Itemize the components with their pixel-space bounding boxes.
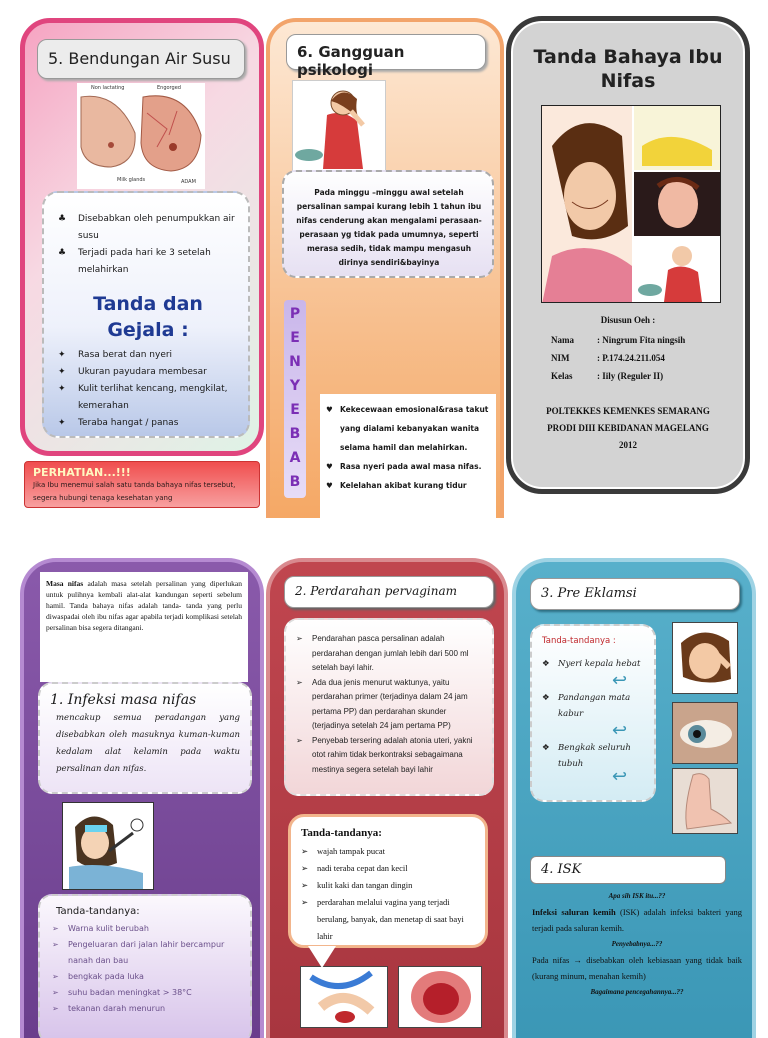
sick-woman-illustration — [62, 802, 154, 890]
penyebab-list — [326, 400, 490, 495]
label-non-lactating: Non lactating — [91, 85, 125, 91]
bendungan-heading: 5. Bendungan Air Susu — [37, 39, 245, 79]
infeksi-heading: 1. Infeksi masa nifas — [50, 692, 197, 708]
panel-bendungan — [20, 18, 264, 456]
preeklamsi-signs-list — [542, 656, 648, 772]
bendungan-bullets — [58, 211, 238, 279]
label-engorged: Engorged — [157, 85, 181, 91]
infeksi-signs-title: Tanda-tandanya: — [56, 906, 140, 917]
arrow-icon: ↩ — [612, 670, 628, 691]
isk-question: Bagaimana pencegahannya...?? — [590, 988, 684, 996]
attention-title: PERHATIAN...!!! — [33, 466, 131, 479]
panel-psikologi — [266, 18, 504, 518]
cover-title: Tanda Bahaya Ibu Nifas — [533, 46, 723, 92]
arrow-icon: ↩ — [612, 766, 628, 787]
infeksi-signs-box — [38, 894, 252, 1038]
breast-illustration — [77, 83, 205, 189]
infeksi-signs-list — [52, 921, 240, 1017]
perdarahan-signs-title: Tanda-tandanya: — [301, 827, 382, 839]
perdarahan-info-box — [284, 618, 494, 796]
author-table — [551, 331, 741, 385]
label-milk-glands: Milk glands — [117, 177, 146, 183]
preeklamsi-heading: 3. Pre Eklamsi — [530, 578, 740, 610]
headache-illustration — [672, 622, 738, 694]
bleeding-illustration — [300, 966, 388, 1028]
author-row: NIM : P.174.24.211.054 — [551, 353, 665, 363]
author-row: Kelas : Iily (Reguler II) — [551, 371, 664, 381]
list-item: ➢ tekanan darah menurun — [52, 1004, 166, 1013]
isk-question: Penyebabnya...?? — [611, 940, 663, 948]
psikologi-heading: 6. Gangguan psikologi — [286, 34, 486, 70]
list-item: ➢ kulit kaki dan tangan dingin — [301, 880, 413, 890]
panel-preeklamsi — [512, 558, 756, 1038]
list-item: ♥ Kelelahan akibat kurang tidur — [326, 481, 467, 490]
panel-cover — [506, 16, 750, 494]
list-item: ➢ perdarahan melalui vagina yang terjadi berulang, banyak, dan menetap di saat bayi lahir — [301, 897, 464, 941]
swollen-foot-illustration — [672, 768, 738, 834]
list-item: ♥ Rasa nyeri pada awal masa nifas. — [326, 462, 482, 471]
list-item: ❖ Nyeri kepala hebat — [542, 659, 641, 669]
author-row: Nama : Ningrum Fita ningsih — [551, 335, 686, 345]
signs-title: Tanda dan Gejala : — [93, 293, 203, 341]
uterus-illustration — [398, 966, 482, 1028]
institution: POLTEKKES KEMENKES SEMARANG PRODI DIII KEBIDANAN MAGELANG 2012 — [546, 406, 710, 450]
bendungan-info-box — [42, 191, 250, 438]
list-item: ♥ Kekecewaan emosional&rasa takut yang dialami kebanyakan wanita selama hamil dan melahirkan. — [326, 405, 489, 452]
signs-list — [58, 347, 238, 432]
sad-woman-illustration — [292, 80, 386, 172]
list-item: ✦ Kulit terlihat kencang, mengkilat, kemerahan — [58, 384, 228, 411]
isk-heading: 4. ISK — [530, 856, 726, 884]
isk-question: Apa sih ISK itu...?? — [608, 892, 666, 900]
psikologi-description-box: Pada minggu –minggu awal setelah persalinan sampai kurang lebih 1 tahun ibu nifas cenderung akan mengalami perasaan-perasaan yg tidak pada umumnya, seperti merasa sedih, tidak mampu mengasuh dirinya sendiri&bayinya — [282, 170, 494, 278]
eye-illustration — [672, 702, 738, 764]
perdarahan-heading: 2. Perdarahan pervaginam — [284, 576, 494, 608]
list-item: ➢ bengkak pada luka — [52, 972, 144, 981]
penyebab-box — [320, 394, 496, 518]
isk-content — [526, 886, 748, 1036]
list-item: ➢ Ada dua jenis menurut waktunya, yaitu perdarahan primer (terjadinya dalam 24 jam pertama PP) dan perdarahan skunder (terjadinya setelah 24 jam pertama PP) — [296, 677, 468, 730]
perdarahan-signs-box — [288, 814, 488, 948]
prepared-by: Disusun Oeh : — [600, 315, 656, 325]
list-item: ➢ Penyebab tersering adalah atonia uteri, yakni otot rahim tidak berkontraksi sebagaimana mestinya segera setelah bayi lahir — [296, 735, 473, 774]
panel-infeksi — [20, 558, 264, 1038]
list-item: ✦ Rasa berat dan nyeri — [58, 350, 173, 360]
infeksi-description: mencakup semua peradangan yang disebabkan oleh masuknya kuman-kuman kedalam alat kelamin pada waktu persalinan dan nifas. — [56, 713, 240, 774]
list-item: ❖ Pandangan mata kabur — [542, 693, 631, 719]
attention-text: Jika Ibu menemui salah satu tanda bahaya nifas tersebut, segera hubungi tenaga kesehatan yang — [33, 481, 236, 502]
isk-cause: Pada nifas → disebabkan oleh kebiasaan yang tidak baik (kurang minum, menahan kemih) — [532, 955, 742, 981]
list-item: ✦ Ukuran payudara membesar — [58, 367, 207, 377]
list-item: ➢ suhu badan meningkat > 38°C — [52, 988, 192, 997]
cover-collage — [541, 105, 721, 303]
list-item: ➢ Pengeluaran dari jalan lahir bercampur nanah dan bau — [52, 940, 225, 965]
preeklamsi-signs-title: Tanda-tandanya : — [542, 636, 616, 646]
panel-perdarahan — [266, 558, 508, 1038]
perdarahan-signs-list — [301, 843, 477, 945]
list-item: ➢ nadi teraba cepat dan kecil — [301, 863, 408, 873]
perdarahan-bullets — [296, 632, 484, 777]
penyebab-vertical: P E N Y E B A B — [284, 300, 306, 498]
list-item: ❖ Bengkak seluruh tubuh — [542, 743, 631, 769]
list-item: ♣ Disebabkan oleh penumpukkan air susu — [58, 214, 235, 241]
infeksi-box — [38, 682, 252, 794]
list-item: ✦ Teraba hangat / panas — [58, 418, 179, 428]
preeklamsi-signs-box — [530, 624, 656, 802]
speech-bubble-tail — [308, 946, 336, 968]
list-item: ➢ Pendarahan pasca persalinan adalah perdarahan dengan jumlah lebih dari 500 ml setelah bayi lahir. — [296, 634, 469, 672]
list-item: ♣ Terjadi pada hari ke 3 setelah melahirkan — [58, 248, 211, 275]
isk-definition: Infeksi saluran kemih (ISK) adalah infeksi bakteri yang terjadi pada saluran kemih. — [532, 907, 742, 933]
intro-box: Masa nifas adalah masa setelah persalinan yang diperlukan untuk pulihnya kembali alat-alat kandungan seperti sebelum hamil. Tanda bahaya nifas adalah tanda- tanda yang perlu diwaspadai oleh ibu nifas agar apabila terjadi komplikasi setelah persalinan bisa segera ditangani. — [40, 572, 248, 682]
list-item: ➢ wajah tampak pucat — [301, 846, 385, 856]
attention-box — [24, 461, 260, 508]
arrow-icon: ↩ — [612, 720, 628, 741]
list-item: ➢ Warna kulit berubah — [52, 924, 149, 933]
label-adam: ADAM — [181, 179, 196, 185]
